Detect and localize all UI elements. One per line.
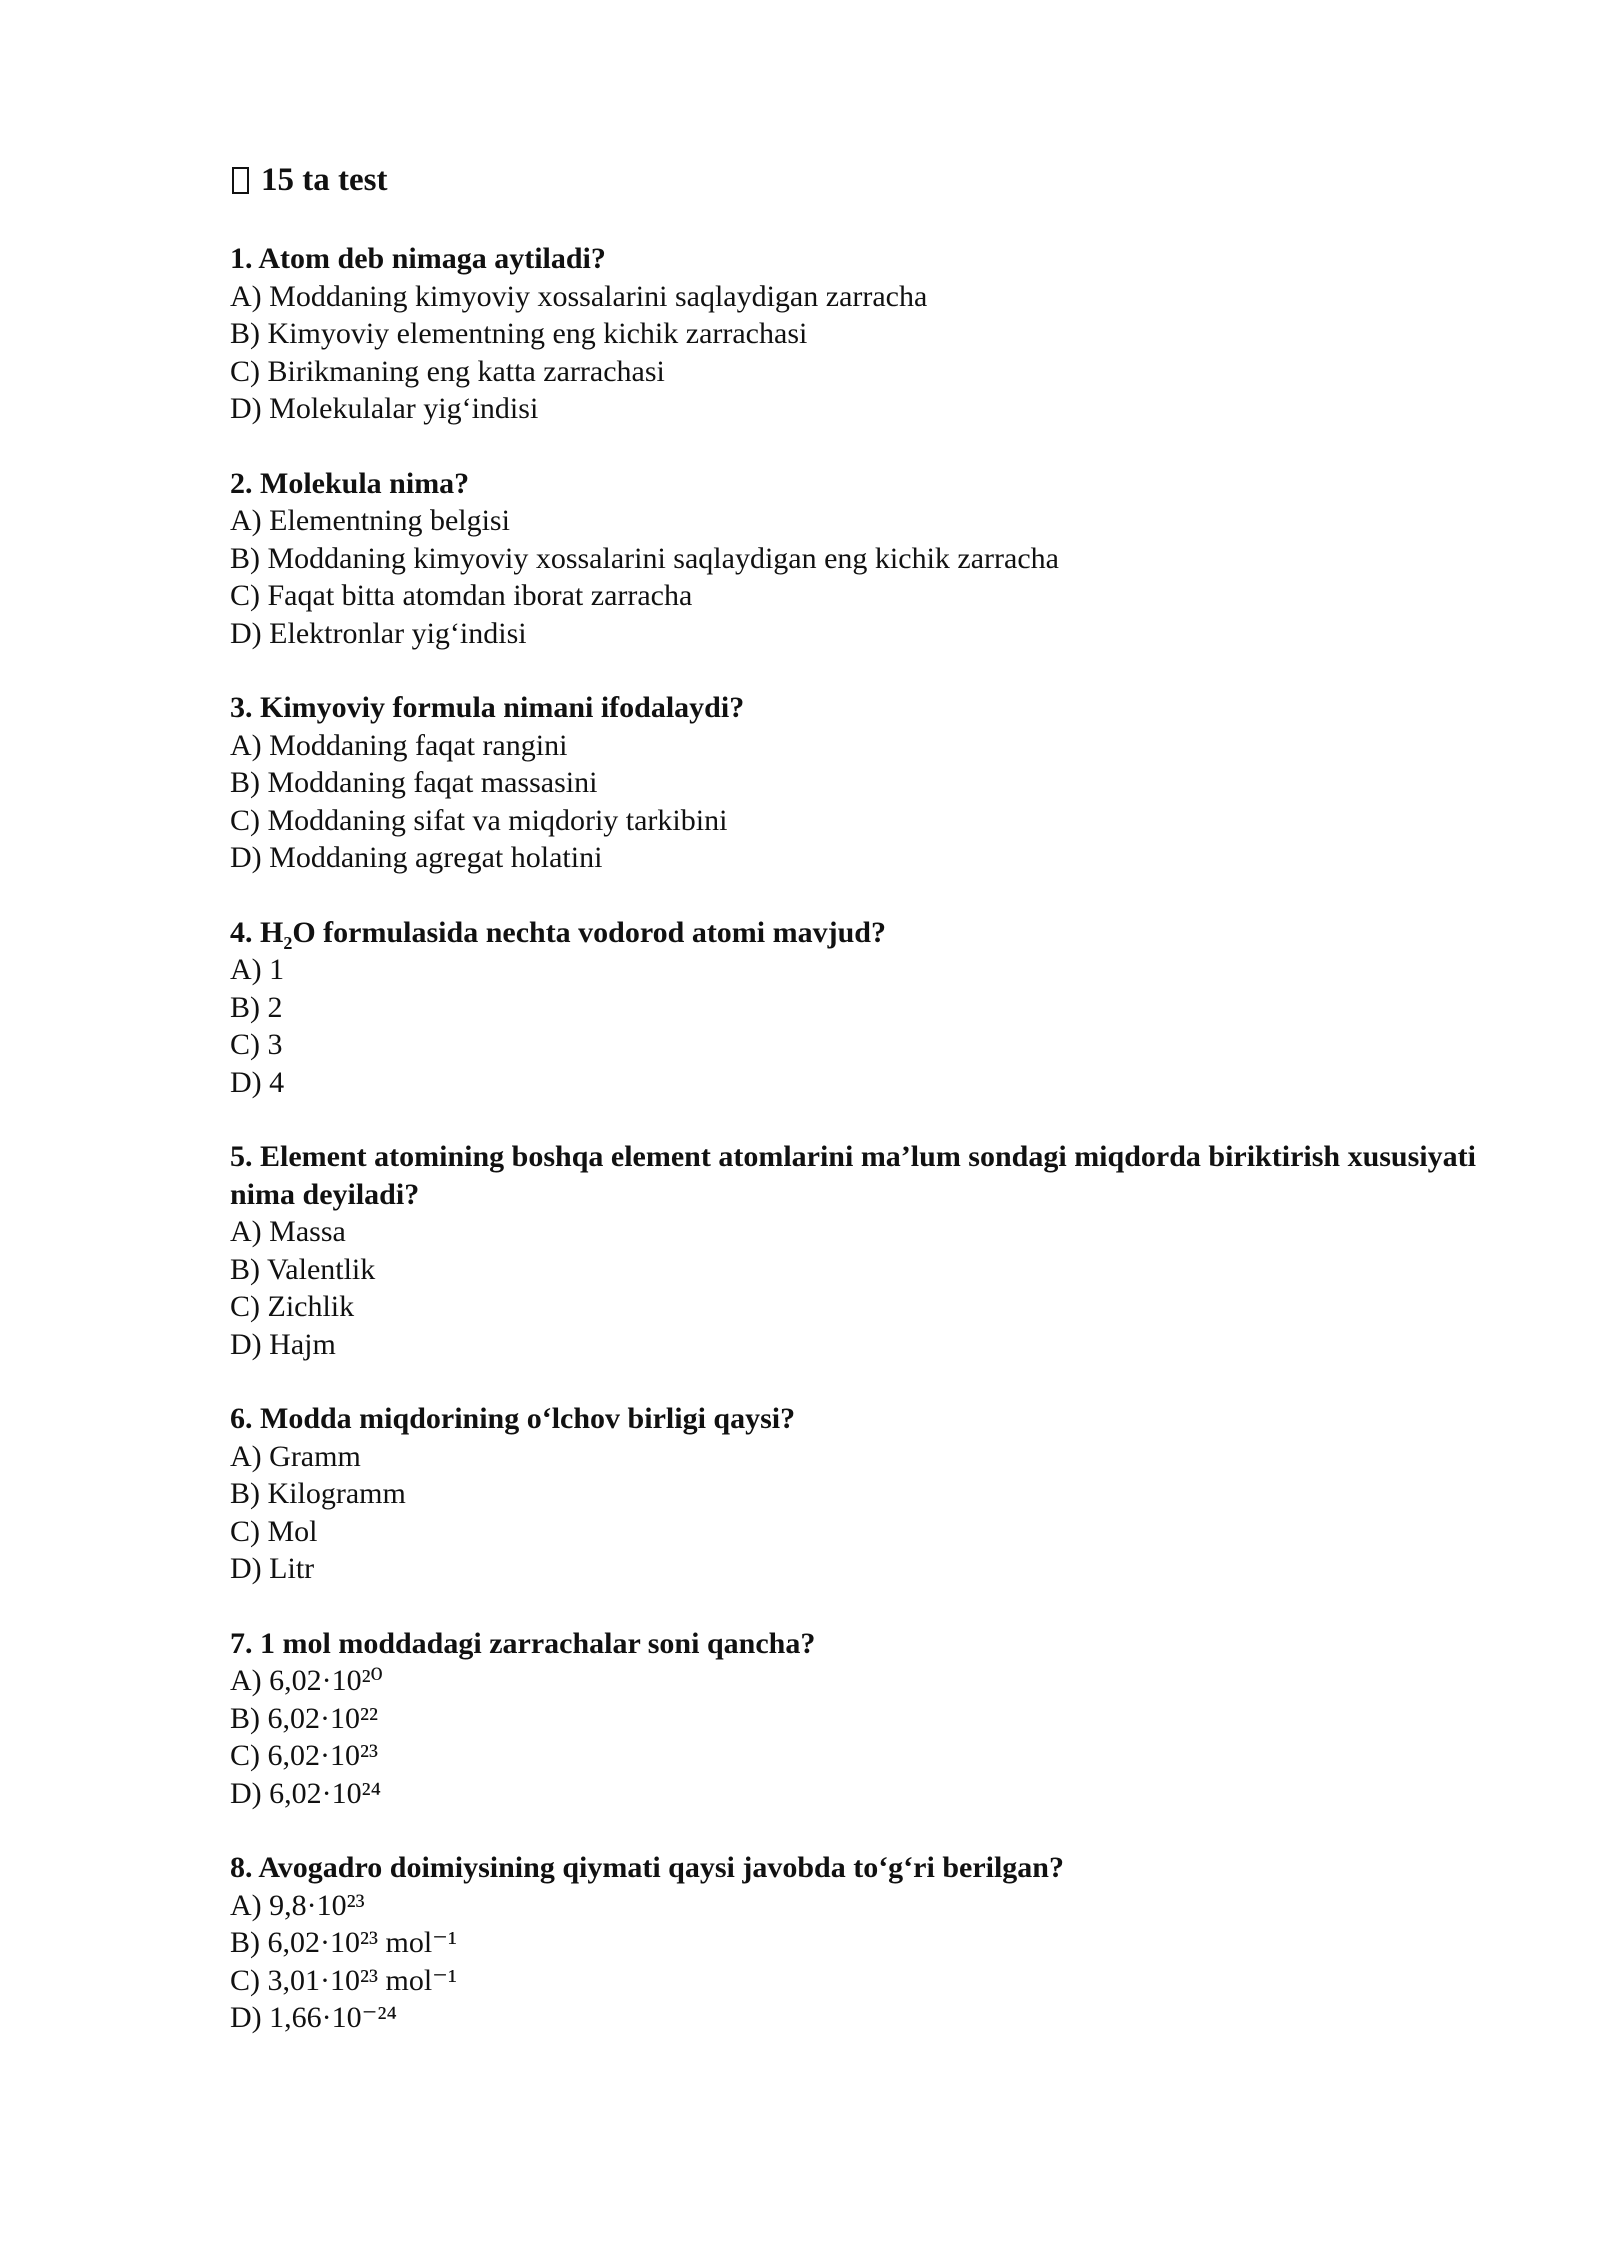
question-number: 4. (230, 915, 253, 949)
answer-option: A) Gramm (230, 1439, 361, 1473)
answer-option: D) 1,66·10⁻²⁴ (230, 2001, 397, 2034)
question-text (230, 1625, 1480, 1663)
answer-option: D) Moddaning agregat holatini (230, 841, 603, 874)
question-8 (230, 1849, 1480, 2037)
question-3 (230, 689, 1480, 877)
answer-option: B) 6,02·10²² (230, 1701, 378, 1735)
answer-option: B) Moddaning faqat massasini (230, 766, 598, 799)
question-text (230, 240, 1480, 278)
question-number: 2. (230, 466, 253, 500)
question-label (260, 915, 886, 953)
question-text (230, 914, 1480, 952)
answer-option: A) Moddaning faqat rangini (230, 728, 568, 762)
question-label: Atom deb nimaga aytiladi? (258, 242, 606, 275)
question-7 (230, 1625, 1480, 1813)
question-number: 3. (230, 691, 253, 724)
question-label: 1 mol moddadagi zarrachalar soni qancha? (260, 1626, 816, 1660)
answer-option: C) Birikmaning eng katta zarrachasi (230, 354, 665, 388)
formula-element: H (260, 915, 284, 949)
formula-subscript: 2 (283, 932, 293, 953)
question-2 (230, 465, 1480, 653)
question-number: 5. (230, 1140, 253, 1173)
question-label: Modda miqdorining o‘lchov birligi qaysi? (260, 1402, 796, 1435)
heading-text: 15 ta test (261, 162, 388, 198)
question-number: 1. (230, 242, 253, 275)
question-text (230, 1138, 1480, 1213)
answer-option: C) Faqat bitta atomdan iborat zarracha (230, 579, 693, 612)
answer-option: C) Zichlik (230, 1290, 355, 1323)
answer-option: B) Kimyoviy elementning eng kichik zarrachasi (230, 317, 808, 350)
document-page (230, 160, 1480, 2074)
question-1 (230, 240, 1480, 428)
answer-option: B) 2 (230, 990, 283, 1024)
answer-option: A) Massa (230, 1215, 346, 1248)
answer-option: D) Hajm (230, 1327, 336, 1361)
answer-option: C) 3 (230, 1028, 283, 1061)
checkbox-icon (232, 167, 249, 194)
question-number: 6. (230, 1402, 253, 1435)
question-text (230, 689, 1480, 727)
question-5 (230, 1138, 1480, 1363)
question-number: 8. (230, 1851, 253, 1884)
question-label: Element atomining boshqa element atomlarini ma’lum sondagi miqdorda biriktirish xususiyati nima deyiladi? (230, 1140, 1476, 1211)
answer-option: A) Elementning belgisi (230, 504, 510, 537)
document-heading (230, 160, 1480, 200)
answer-option: C) Moddaning sifat va miqdoriy tarkibini (230, 803, 728, 837)
answer-option: A) 6,02·10²⁰ (230, 1664, 383, 1697)
question-6 (230, 1400, 1480, 1588)
answer-option: D) Elektronlar yig‘indisi (230, 616, 527, 650)
question-number: 7. (230, 1626, 253, 1660)
question-label: Kimyoviy formula nimani ifodalaydi? (260, 691, 745, 724)
answer-option: C) Mol (230, 1514, 318, 1548)
answer-option: D) Litr (230, 1552, 315, 1585)
answer-option: A) Moddaning kimyoviy xossalarini saqlaydigan zarracha (230, 279, 928, 313)
question-label-rest: O formulasida nechta vodorod atomi mavjud? (292, 915, 886, 949)
question-label: Avogadro doimiysining qiymati qaysi javobda to‘g‘ri berilgan? (258, 1851, 1064, 1884)
question-label: Molekula nima? (260, 466, 470, 500)
answer-option: B) 6,02·10²³ mol⁻¹ (230, 1926, 457, 1959)
answer-option: D) 4 (230, 1065, 285, 1099)
answer-option: A) 1 (230, 953, 285, 986)
answer-option: B) Kilogramm (230, 1477, 406, 1510)
answer-option: B) Valentlik (230, 1252, 376, 1286)
answer-option: A) 9,8·10²³ (230, 1888, 365, 1922)
answer-option: C) 3,01·10²³ mol⁻¹ (230, 1963, 457, 1997)
question-text (230, 1849, 1480, 1887)
answer-option: B) Moddaning kimyoviy xossalarini saqlaydigan eng kichik zarracha (230, 541, 1059, 575)
answer-option: C) 6,02·10²³ (230, 1739, 378, 1772)
answer-option: D) 6,02·10²⁴ (230, 1776, 382, 1810)
question-text (230, 465, 1480, 503)
answer-option: D) Molekulalar yig‘indisi (230, 392, 539, 425)
question-text (230, 1400, 1480, 1438)
question-4 (230, 914, 1480, 1102)
